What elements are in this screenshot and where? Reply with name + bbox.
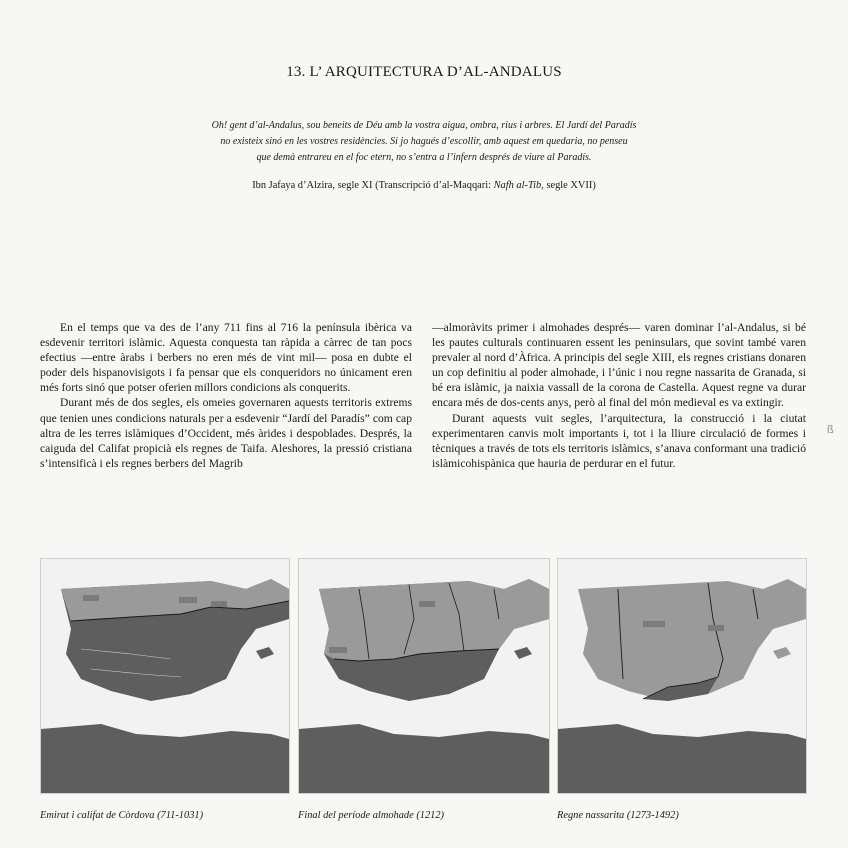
map-caption: Emirat i califat de Còrdova (711-1031) — [40, 810, 204, 821]
body-column-right — [432, 320, 806, 471]
balearic-islands — [256, 647, 274, 659]
map-caption: Regne nassarita (1273-1492) — [557, 810, 679, 821]
africa-landmass — [558, 724, 806, 793]
map-final-almohade — [298, 558, 550, 794]
map-label-box — [211, 601, 227, 607]
map-emirat-califat — [40, 558, 290, 794]
map-caption: Final del període almohade (1212) — [298, 810, 445, 821]
page-edge-mark: ß — [827, 424, 834, 436]
quote-line: que demà entrareu en el foc etern, no s’entra a l’infern després de viure al Paradís. — [256, 152, 592, 163]
body-column-left — [40, 320, 412, 471]
attribution-prefix: Ibn Jafaya d’Alzira, segle XI (Transcripció d’al-Maqqari: — [252, 180, 494, 191]
map-regne-nassarita — [557, 558, 807, 794]
quote-attribution — [0, 180, 848, 191]
map-label-box — [643, 621, 665, 627]
page-title: 13. L’ ARQUITECTURA D’AL-ANDALUS — [286, 64, 562, 80]
attribution-suffix: , segle XVII) — [541, 180, 596, 191]
iberia-landmass — [578, 579, 806, 701]
paragraph: Durant aquests vuit segles, l’arquitectura, la construcció i la ciutat experimentaren canvis molt importants i, tot i la lliure circulació de formes i tècniques a través de tots els territoris islàmics, s’anava conformant una tradició islàmicohispànica que hauria de perdurar en el futur. — [432, 411, 806, 470]
balearic-islands — [514, 647, 532, 659]
quote-line: no existeix sinó en les vostres residències. Si jo hagués d’escollir, amb aquest em quedaria, no penseu — [220, 136, 628, 147]
christian-kingdoms — [319, 579, 549, 661]
map-label-box — [179, 597, 197, 603]
map-label-box — [419, 601, 435, 607]
attribution-work: Nafh al-Tib — [493, 180, 542, 191]
paragraph: En el temps que va des de l’any 711 fins al 716 la península ibèrica va esdevenir territori islàmic. Aquesta conquesta tan ràpida a càrrec de tan pocs efectius —entre àrabs i berbers no eren més de vint mil— posa en dubte el poder dels hispanovisigots i fa pensar que els conqueridors no únicament eren més forts sinó que potser oferien millors condicions als conquerits. — [40, 321, 412, 395]
africa-landmass — [299, 724, 549, 793]
epigraph-quote — [125, 118, 723, 166]
quote-line: Oh! gent d’al-Andalus, sou beneits de Déu amb la vostra aigua, ombra, rius i arbres. El Jardí del Paradís — [211, 120, 637, 131]
paragraph: Durant més de dos segles, els omeies governaren aquests territoris extrems que tenien unes condicions naturals per a esdevenir “Jardí del Paradís” com cap altra de les terres islàmiques d’Occident, més àrides i despoblades. Després, la caiguda del Califat propicià els regnes de Taifa. Aleshores, la pressió cristiana s’intensificà i els regnes berbers del Magrib — [40, 396, 412, 470]
map-label-box — [83, 595, 99, 601]
map-label-box — [708, 625, 724, 631]
map-label-box — [329, 647, 347, 653]
paragraph: —almoràvits primer i almohades després— varen dominar l’al-Andalus, si bé les pautes culturals continuaren essent les peninsulars, que sovint també varen prevaler al nord d’Àfrica. A principis del segle XIII, els regnes cristians donaren un cop definitiu al poder almohade, i l’únic i nou regne nassarita de Granada, si bé era islàmic, ja naixia vassall de la corona de Castella. Aquest regne va durar encara més de dos-cents anys, però al final del món medieval es va extingir. — [432, 321, 806, 410]
africa-landmass — [41, 724, 289, 793]
balearic-islands — [773, 647, 791, 659]
